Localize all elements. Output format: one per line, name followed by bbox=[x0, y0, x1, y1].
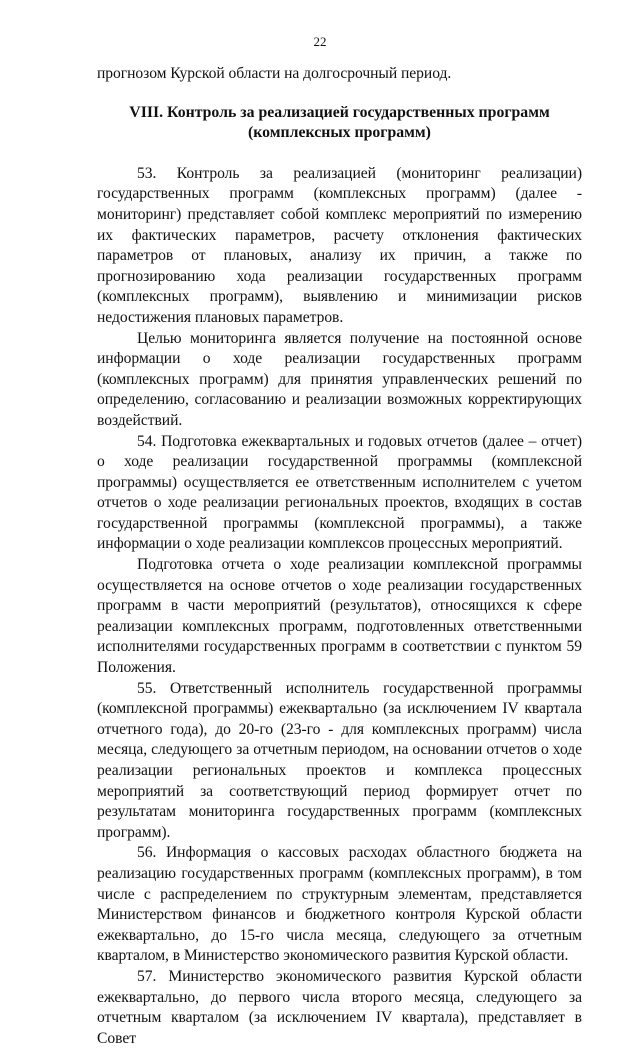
paragraph-55: 55. Ответственный исполнитель государственной программы (комплексной программы) ежеквартально (за исключением IV квартала отчетного года), до 20-го (23-го - для комплексных программ) числа месяца, следующего за отчетным периодом, на основании отчетов о ходе реализации региональных проектов и комплекса процессных мероприятий за соответствующий период формирует отчет по результатам мониторинга государственных программ (комплексных программ). bbox=[97, 679, 582, 841]
paragraph-monitoring-goal: Целью мониторинга является получение на постоянной основе информации о ходе реализации государственных программ (комплексных программ) для принятия управленческих решений по определению, согласованию и реализации возможных корректирующих воздействий. bbox=[97, 329, 582, 429]
lead-text: прогнозом Курской области на долгосрочный период. bbox=[97, 65, 452, 82]
section-title bbox=[97, 103, 582, 144]
document-body bbox=[97, 64, 582, 1049]
paragraph-53: 53. Контроль за реализацией (мониторинг реализации) государственных программ (комплексных программ) (далее - мониторинг) представляет собой комплекс мероприятий по измерению их фактических параметров, расчету отклонения фактических параметров от плановых, анализу их причин, а также по прогнозированию хода реализации государственных программ (комплексных программ), выявлению и минимизации рисков недостижения плановых параметров. bbox=[97, 164, 582, 326]
section-title-line-1: VIII. Контроль за реализацией государственных программ bbox=[129, 103, 550, 121]
section-title-line-2: (комплексных программ) bbox=[248, 124, 431, 142]
paragraph-56: 56. Информация о кассовых расходах областного бюджета на реализацию государственных программ (комплексных программ), в том числе с распределением по структурным элементам, представляется Министерством финансов и бюджетного контроля Курской области ежеквартально, до 15-го числа месяца, следующего за отчетным кварталом, в Министерство экономического развития Курской области. bbox=[97, 844, 582, 965]
paragraph-54: 54. Подготовка ежеквартальных и годовых отчетов (далее – отчет) о ходе реализации государственной программы (комплексной программы) осуществляется ее ответственным исполнителем с учетом отчетов о ходе реализации региональных проектов, входящих в состав государственной программы (комплексной программы), а также информации о ходе реализации комплексов процессных мероприятий. bbox=[97, 432, 582, 553]
paragraph-57: 57. Министерство экономического развития Курской области ежеквартально, до первого числа второго месяца, следующего за отчетным кварталом (за исключением IV квартала), представляет в Совет bbox=[97, 967, 582, 1047]
page-number: 22 bbox=[313, 34, 327, 49]
paragraph-report-preparation: Подготовка отчета о ходе реализации комплексной программы осуществляется на основе отчетов о ходе реализации государственных программ в части мероприятий (результатов), относящихся к сфере реализации комплексных программ, подготовленных ответственными исполнителями государственных программ в соответствии с пунктом 59 Положения. bbox=[97, 556, 582, 677]
